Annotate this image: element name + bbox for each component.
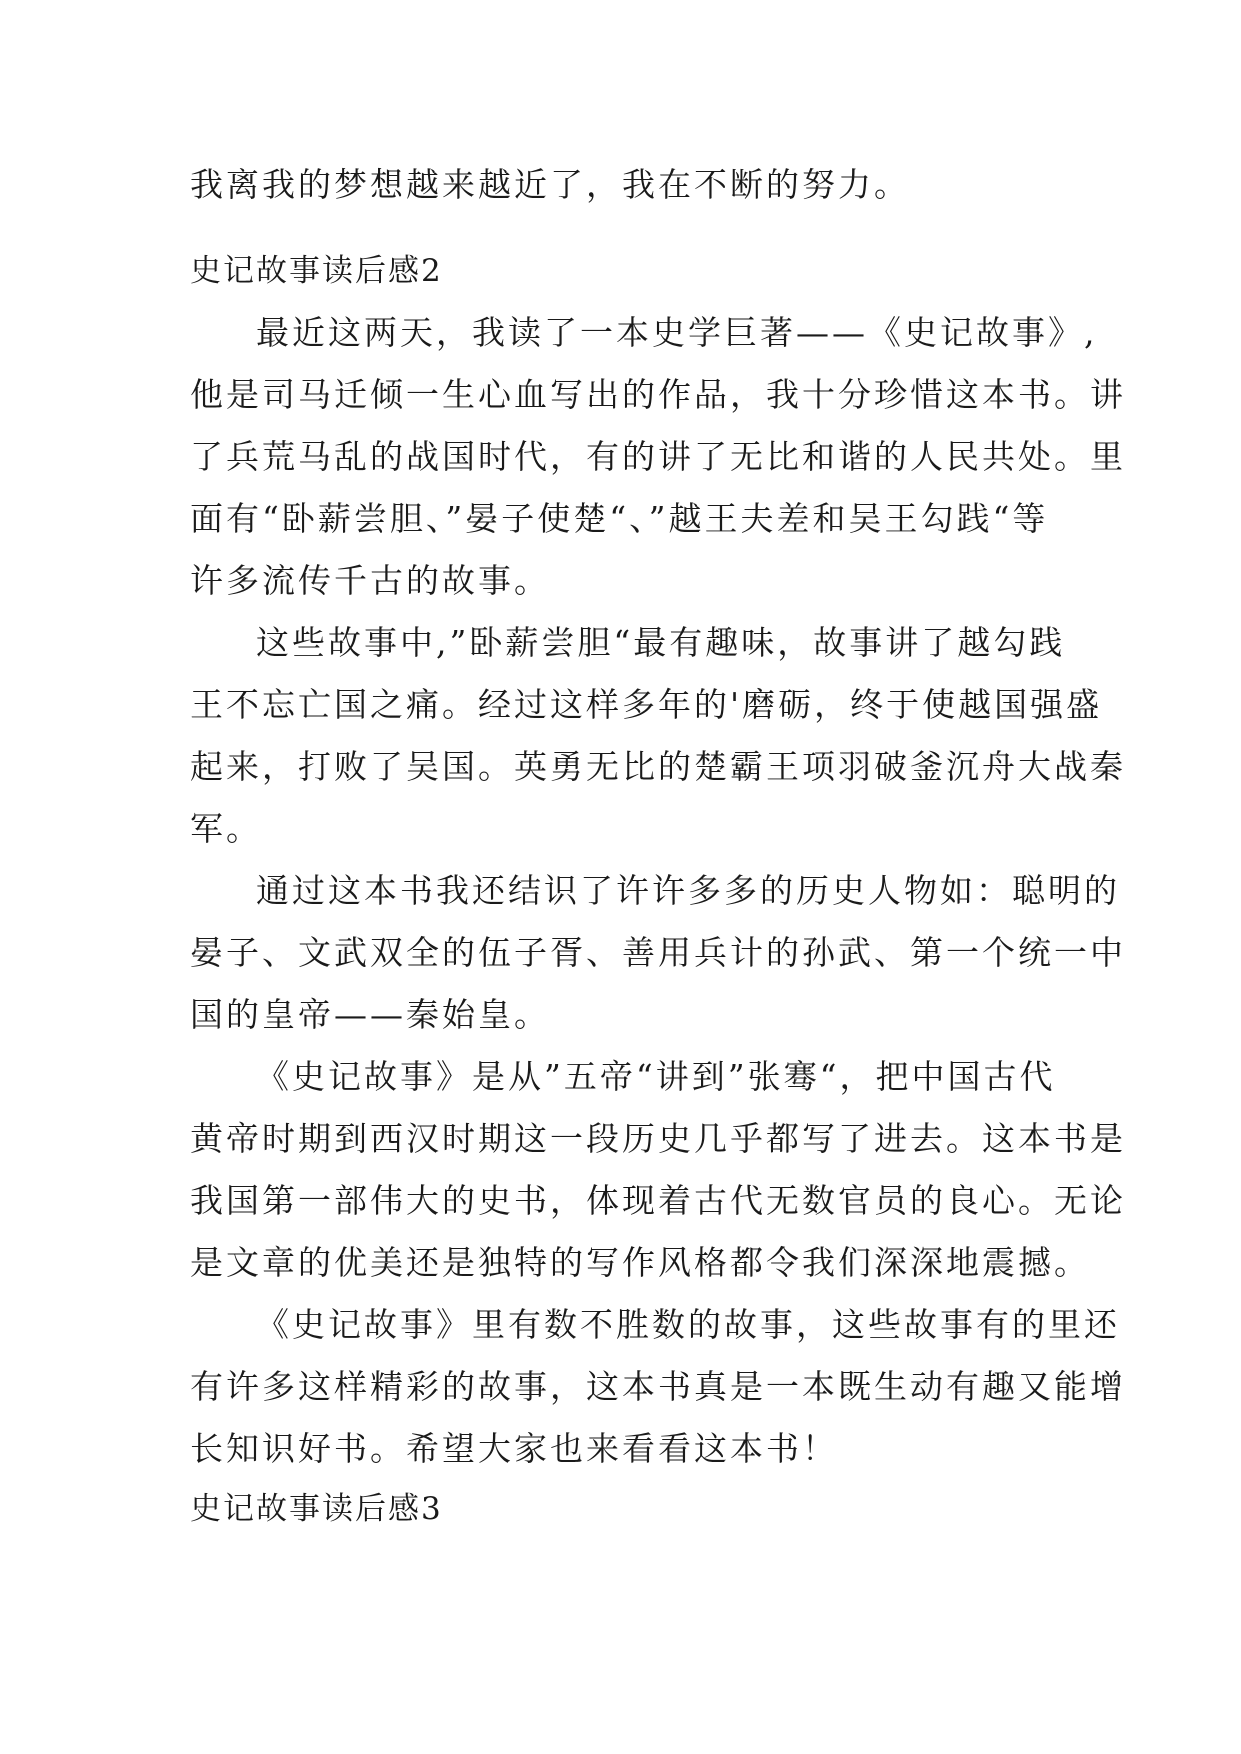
text-line: 许多流传千古的故事。 bbox=[190, 561, 550, 600]
section-3-heading-block bbox=[190, 1478, 1050, 1540]
paragraph bbox=[190, 302, 1126, 612]
text-line: 有许多这样精彩的故事，这本书真是一本既生动有趣又能增 bbox=[190, 1367, 1126, 1406]
paragraph bbox=[190, 860, 1126, 1046]
text-line: 我国第一部伟大的史书，体现着古代无数官员的良心。无论 bbox=[190, 1181, 1126, 1220]
paragraph bbox=[190, 612, 1126, 860]
text-line: 晏子、文武双全的伍子胥、善用兵计的孙武、第一个统一中 bbox=[190, 933, 1126, 972]
section-2-body bbox=[190, 302, 1126, 1480]
text-line: 最近这两天，我读了一本史学巨著——《史记故事》, bbox=[256, 313, 1098, 352]
section-title: 史记故事读后感3 bbox=[190, 1491, 443, 1527]
text-line: 长知识好书。希望大家也来看看这本书！ bbox=[190, 1429, 838, 1468]
paragraph bbox=[190, 1294, 1126, 1480]
text-line: 《史记故事》是从”五帝“讲到”张骞“，把中国古代 bbox=[256, 1057, 1056, 1096]
text-line: 国的皇帝——秦始皇。 bbox=[190, 995, 550, 1034]
section-title: 史记故事读后感2 bbox=[190, 253, 443, 289]
text-line: 王不忘亡国之痛。经过这样多年的'磨砺，终于使越国强盛 bbox=[190, 685, 1103, 724]
text-line: 了兵荒马乱的战国时代，有的讲了无比和谐的人民共处。里 bbox=[190, 437, 1126, 476]
text-line: 是文章的优美还是独特的写作风格都令我们深深地震撼。 bbox=[190, 1243, 1090, 1282]
text-line: 黄帝时期到西汉时期这一段历史几乎都写了进去。这本书是 bbox=[190, 1119, 1126, 1158]
text-line: 《史记故事》里有数不胜数的故事，这些故事有的里还 bbox=[256, 1305, 1120, 1344]
section-2-heading-block bbox=[190, 240, 1050, 302]
text-line: 这些故事中,”卧薪尝胆“最有趣味，故事讲了越勾践 bbox=[256, 623, 1066, 662]
text-line: 通过这本书我还结识了许许多多的历史人物如：聪明的 bbox=[256, 871, 1120, 910]
intro-paragraph bbox=[190, 154, 1050, 216]
text-line: 他是司马迁倾一生心血写出的作品，我十分珍惜这本书。讲 bbox=[190, 375, 1126, 414]
text-line: 我离我的梦想越来越近了，我在不断的努力。 bbox=[190, 165, 910, 204]
text-line: 起来，打败了吴国。英勇无比的楚霸王项羽破釜沉舟大战秦 bbox=[190, 747, 1126, 786]
text-line: 军。 bbox=[190, 809, 262, 848]
text-line: 面有“卧薪尝胆、”晏子使楚“、”越王夫差和吴王勾践“等 bbox=[190, 499, 1049, 538]
paragraph bbox=[190, 1046, 1126, 1294]
